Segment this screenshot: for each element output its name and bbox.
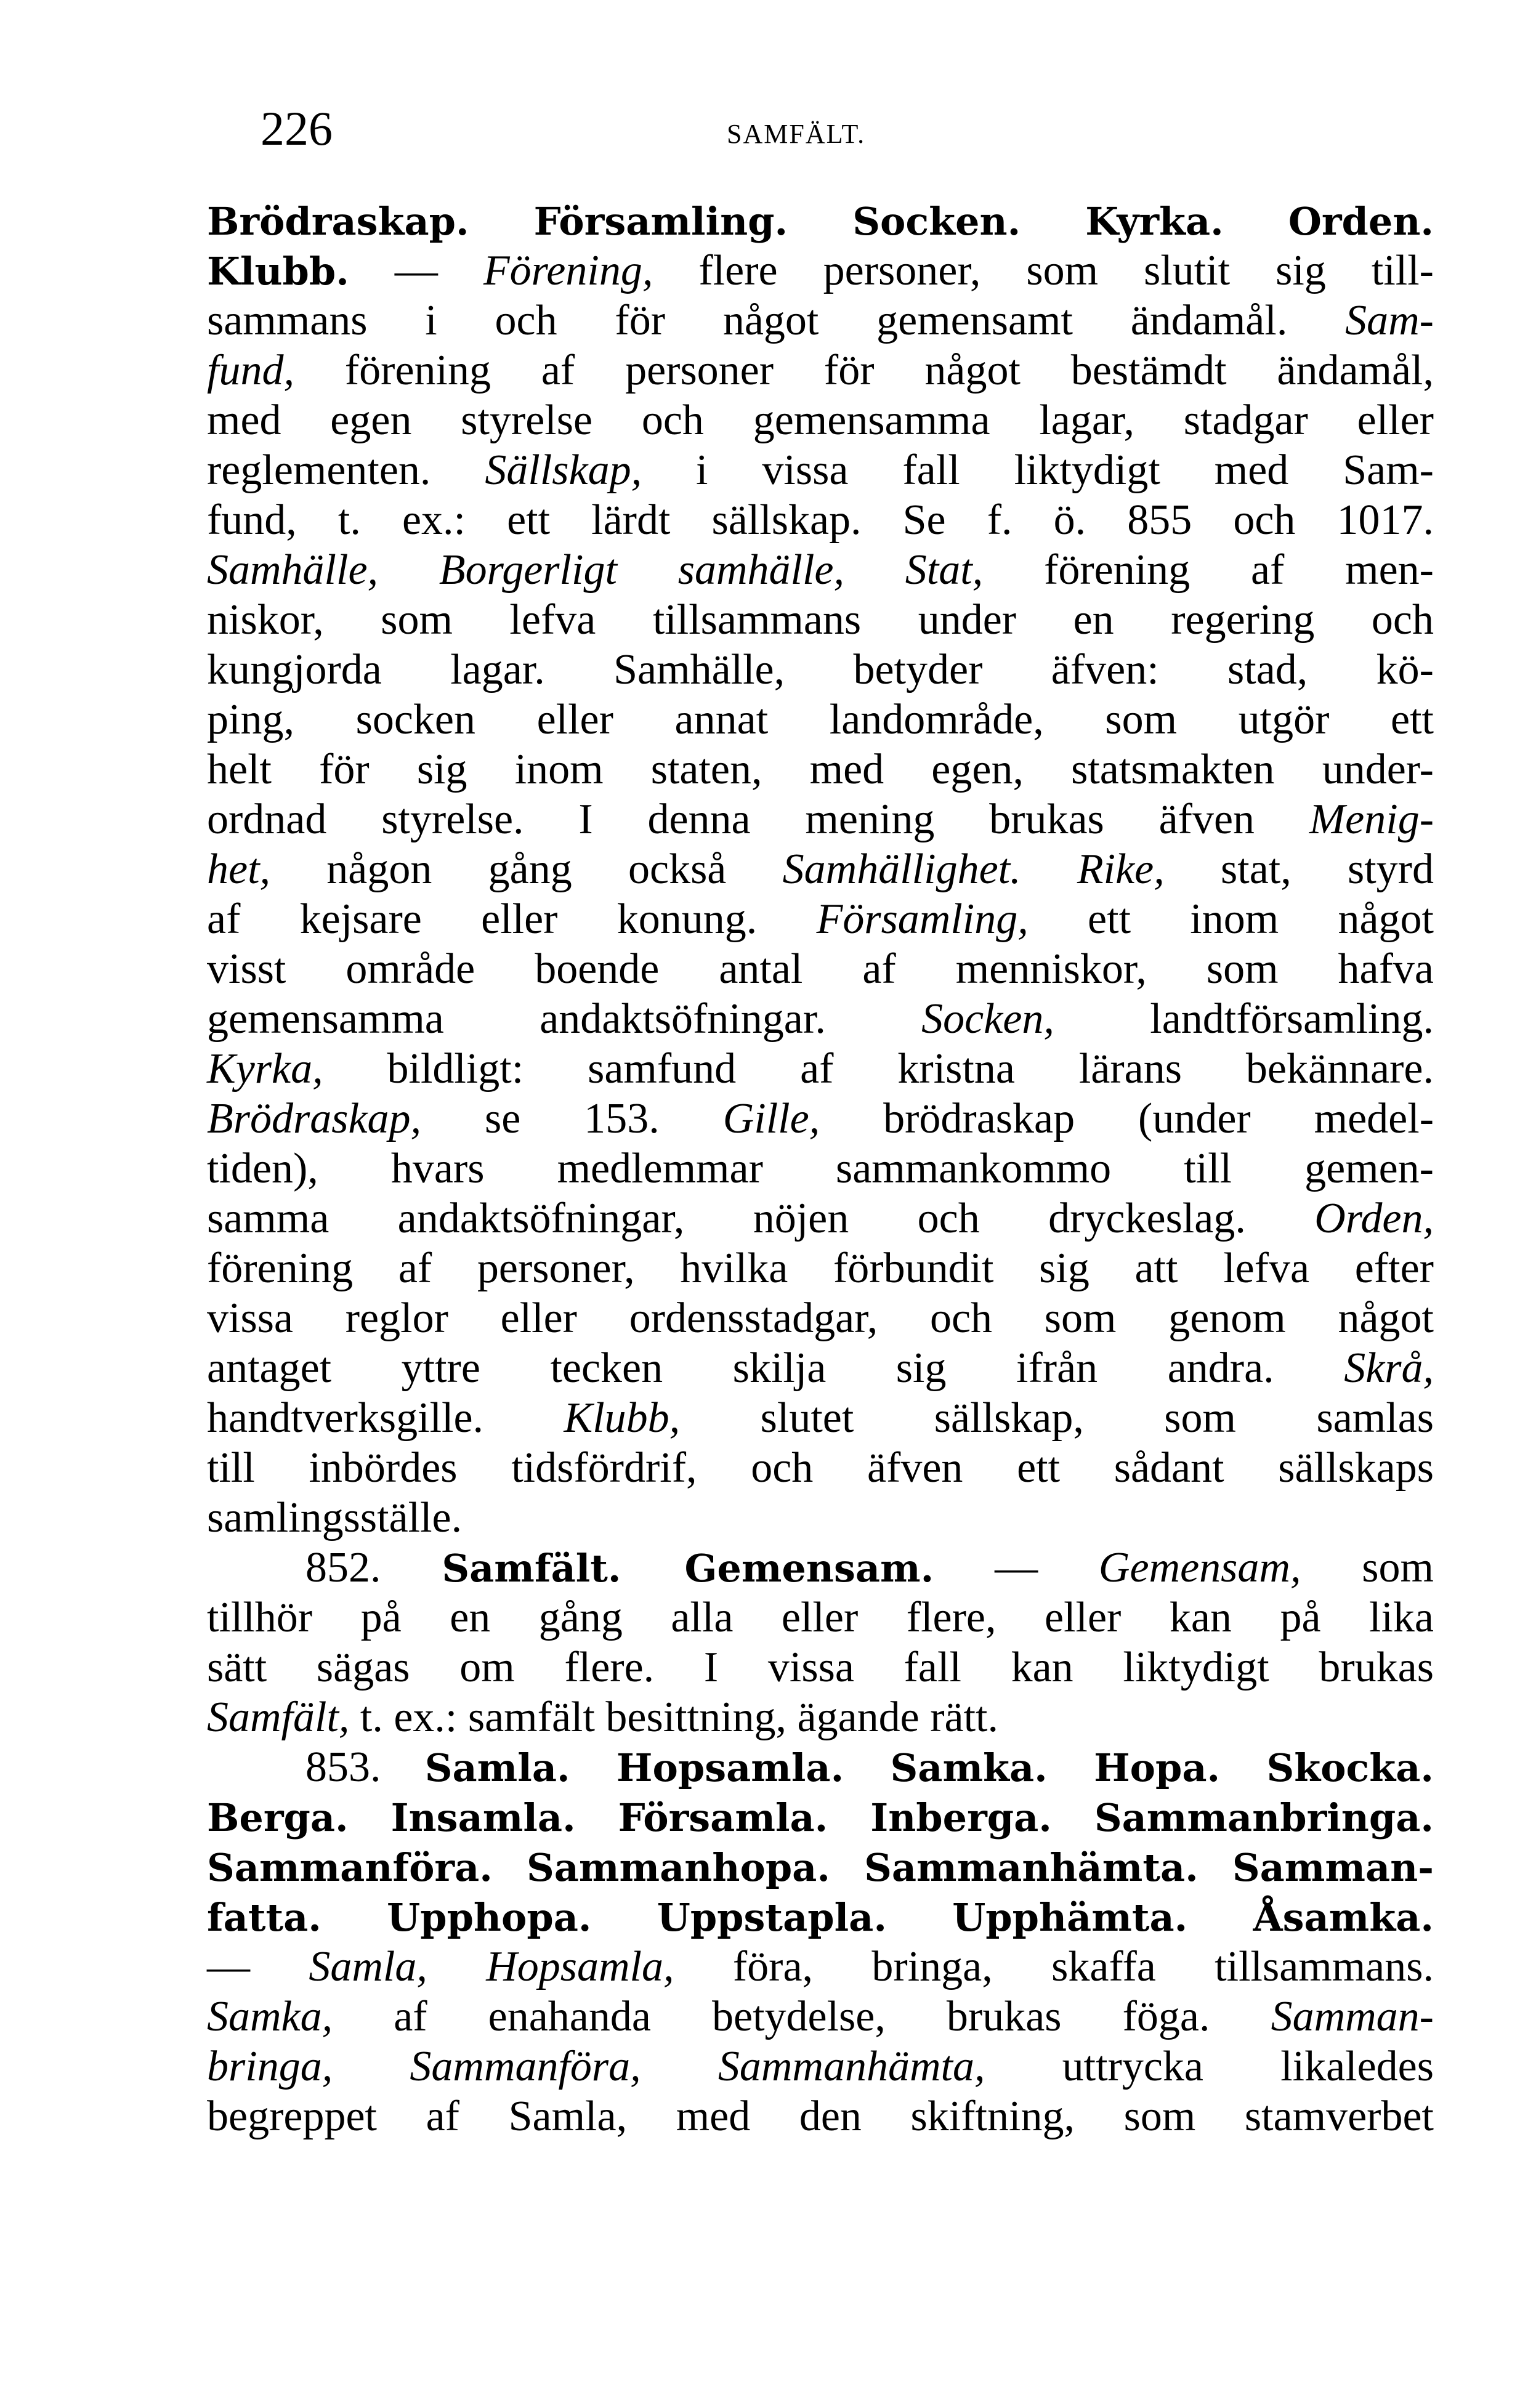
text-line — [207, 1692, 1434, 1742]
text-line — [207, 645, 1434, 695]
term-italic: Skrå, — [1344, 1344, 1434, 1392]
term-italic: Samhälle, Borgerligt samhälle, Stat, — [207, 546, 984, 594]
text-line — [207, 1642, 1434, 1692]
term-italic: Socken, — [921, 995, 1054, 1043]
text-line — [207, 246, 1434, 296]
text-segment: reglementen. — [207, 446, 485, 494]
term-italic: Orden, — [1314, 1195, 1434, 1242]
text-line — [207, 545, 1434, 595]
text-line — [207, 1493, 1434, 1543]
text-segment: — — [207, 1943, 309, 1990]
term-italic: Gille, — [722, 1095, 820, 1142]
term-italic: Sam- — [1345, 297, 1434, 344]
text-line — [207, 1144, 1434, 1194]
text-segment: förening af personer, hvilka förbundit sig att lefva efter — [207, 1245, 1434, 1292]
text-segment: handtverksgille. — [207, 1394, 564, 1442]
text-segment: visst område boende antal af menniskor, som hafva — [207, 945, 1434, 993]
text-segment: se 153. — [421, 1095, 723, 1142]
text-line — [207, 1293, 1434, 1343]
text-line — [207, 1094, 1434, 1144]
term-italic: Kyrka, — [207, 1045, 323, 1093]
term-italic: Samfält, — [207, 1694, 350, 1741]
term-italic: Samhällighet. — [782, 846, 1021, 893]
text-line — [207, 1992, 1434, 2042]
text-line — [207, 345, 1434, 395]
text-line — [207, 196, 1434, 246]
text-segment: fund, t. ex.: ett lärdt sällskap. Se f. ö. 855 och 1017. — [207, 496, 1434, 544]
text-segment: 853. — [305, 1743, 425, 1791]
text-line — [207, 1742, 1434, 1792]
text-line — [207, 794, 1434, 844]
running-head: SAMFÄLT. — [727, 119, 866, 149]
text-line — [207, 1393, 1434, 1443]
text-segment: t. ex.: samfält besittning, ägande rätt. — [349, 1694, 998, 1741]
headword-bold: Klubb. — [207, 249, 349, 294]
text-segment: sätt sägas om flere. I vissa fall kan liktydigt brukas — [207, 1644, 1434, 1691]
text-segment: — — [349, 247, 483, 294]
text-segment: uttrycka likaledes — [985, 2043, 1434, 2090]
page-number: 226 — [261, 102, 333, 155]
term-italic: Klubb, — [564, 1394, 681, 1442]
text-line — [207, 595, 1434, 645]
text-segment: i vissa fall liktydigt med Sam- — [642, 446, 1434, 494]
text-segment: kungjorda lagar. Samhälle, betyder äfven: stad, kö- — [207, 646, 1434, 693]
text-segment: antaget yttre tecken skilja sig ifrån andra. — [207, 1344, 1344, 1392]
text-segment: förening af men- — [983, 546, 1434, 594]
text-line — [207, 2042, 1434, 2091]
text-line — [207, 2091, 1434, 2141]
text-segment: som — [1301, 1544, 1434, 1591]
term-italic: het, — [207, 846, 271, 893]
text-line — [207, 944, 1434, 994]
text-segment: ping, socken eller annat landområde, som utgör ett — [207, 696, 1434, 743]
text-segment: samlingsställe. — [207, 1494, 463, 1541]
term-italic: Brödraskap, — [207, 1095, 422, 1142]
text-line — [207, 844, 1434, 894]
text-line — [207, 395, 1434, 445]
text-segment: af kejsare eller konung. — [207, 895, 817, 943]
term-italic: Förening, — [483, 247, 653, 294]
text-segment: till inbördes tidsfördrif, och äfven ett sådant sällskaps — [207, 1444, 1434, 1492]
text-segment: 852. — [305, 1544, 442, 1591]
text-segment: flere personer, som slutit sig till- — [653, 247, 1434, 294]
text-segment: tillhör på en gång alla eller flere, eller kan på lika — [207, 1594, 1434, 1641]
body-text — [207, 196, 1434, 2141]
text-segment: brödraskap (under medel- — [820, 1095, 1434, 1142]
headword-bold: Berga. Insamla. Församla. Inberga. Sammanbringa. — [207, 1795, 1434, 1840]
text-segment: vissa reglor eller ordensstadgar, och som genom något — [207, 1295, 1434, 1342]
text-segment — [1021, 846, 1077, 893]
text-segment: ordnad styrelse. I denna mening brukas äfven — [207, 796, 1309, 843]
text-line — [207, 296, 1434, 345]
headword-bold: fatta. Upphopa. Uppstapla. Upphämta. Åsamka. — [207, 1895, 1434, 1940]
text-segment: helt för sig inom staten, med egen, statsmakten under- — [207, 746, 1434, 793]
text-line — [207, 1044, 1434, 1094]
text-segment: — — [934, 1544, 1099, 1591]
headword-bold: Samfält. Gemensam. — [442, 1546, 934, 1591]
term-italic: Gemensam, — [1098, 1544, 1301, 1591]
term-italic: bringa, Sammanföra, Sammanhämta, — [207, 2043, 985, 2090]
text-segment: ett inom något — [1028, 895, 1434, 943]
term-italic: Sällskap, — [485, 446, 642, 494]
text-line — [207, 1343, 1434, 1393]
term-italic: Menig- — [1309, 796, 1434, 843]
text-segment: någon gång också — [270, 846, 783, 893]
term-italic: fund, — [207, 347, 294, 394]
text-line — [207, 695, 1434, 745]
text-segment: stat, styrd — [1164, 846, 1434, 893]
text-segment: begreppet af Samla, med den skiftning, som stamverbet — [207, 2093, 1434, 2140]
text-segment: gemensamma andaktsöfningar. — [207, 995, 922, 1043]
headword-bold: Sammanföra. Sammanhopa. Sammanhämta. Samman- — [207, 1845, 1434, 1890]
text-line — [207, 1942, 1434, 1992]
text-line — [207, 994, 1434, 1044]
text-segment: föra, bringa, skaffa tillsammans. — [674, 1943, 1434, 1990]
term-italic: Rike, — [1077, 846, 1165, 893]
text-line — [207, 1842, 1434, 1892]
text-line — [207, 894, 1434, 944]
text-line — [207, 495, 1434, 545]
text-segment: slutet sällskap, som samlas — [680, 1394, 1434, 1442]
term-italic: Församling, — [816, 895, 1029, 943]
text-segment: samma andaktsöfningar, nöjen och dryckeslag. — [207, 1195, 1315, 1242]
text-line — [207, 1892, 1434, 1942]
text-segment: förening af personer för något bestämdt ändamål, — [294, 347, 1434, 394]
text-segment: bildligt: samfund af kristna lärans bekännare. — [323, 1045, 1434, 1093]
text-line — [207, 1792, 1434, 1842]
text-segment: landtförsamling. — [1054, 995, 1434, 1043]
text-line — [207, 1194, 1434, 1243]
text-segment: niskor, som lefva tillsammans under en regering och — [207, 596, 1434, 644]
text-line — [207, 445, 1434, 495]
headword-bold: Samla. Hopsamla. Samka. Hopa. Skocka. — [424, 1745, 1434, 1790]
term-italic: Samka, — [207, 1993, 333, 2040]
text-line — [207, 1543, 1434, 1593]
text-line — [207, 1593, 1434, 1642]
text-segment: sammans i och för något gemensamt ändamål. — [207, 297, 1346, 344]
text-segment: med egen styrelse och gemensamma lagar, stadgar eller — [207, 397, 1434, 444]
headword-bold: Brödraskap. Församling. Socken. Kyrka. Orden. — [207, 199, 1434, 244]
term-italic: Samman- — [1271, 1993, 1434, 2040]
text-segment: tiden), hvars medlemmar sammankommo till gemen- — [207, 1145, 1434, 1192]
text-line — [207, 1243, 1434, 1293]
term-italic: Samla, Hopsamla, — [309, 1943, 674, 1990]
text-line — [207, 1443, 1434, 1493]
text-segment: af enahanda betydelse, brukas föga. — [333, 1993, 1271, 2040]
text-line — [207, 745, 1434, 794]
